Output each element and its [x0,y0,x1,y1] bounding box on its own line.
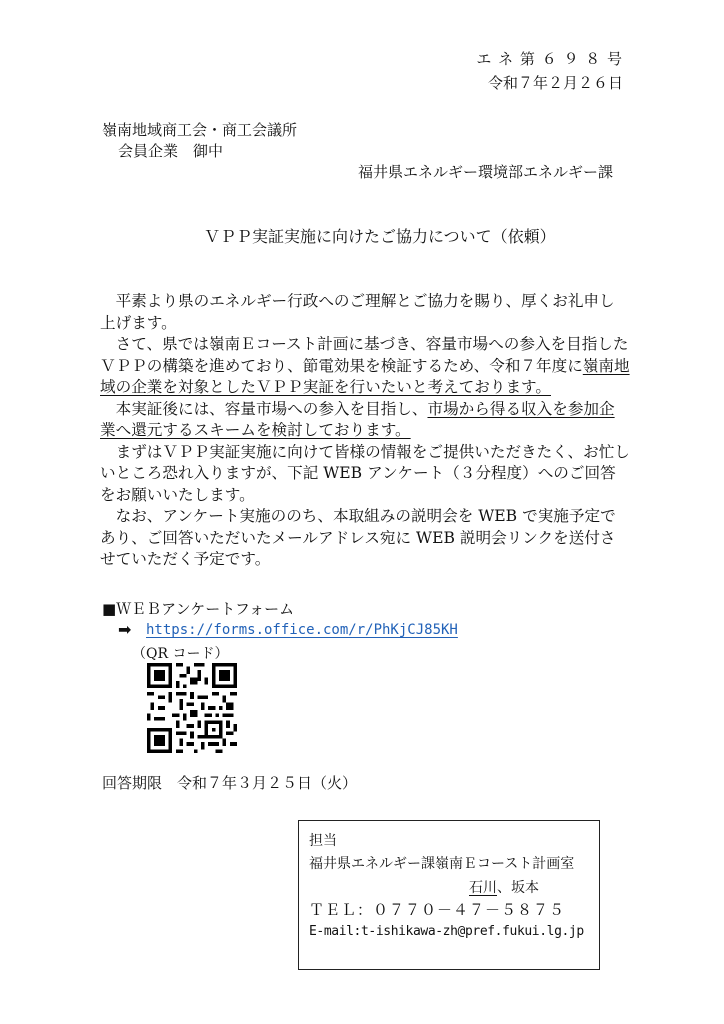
paragraph-scheme [100,399,630,442]
contact-box [298,820,600,970]
document-date: 令和７年２月２６日 [487,74,623,92]
contact-phone: ＴＥＬ：０７７０－４７－５８７５ [309,901,566,919]
body-text [100,291,630,571]
recipient-members: 会員企業 御中 [118,142,224,160]
qr-code-label: （QR コード） [132,646,229,662]
response-deadline: 回答期限 令和７年３月２５日（火） [102,774,358,792]
contact-person-primary: 石川 [469,880,497,896]
reference-number: エ ネ 第 ６ ９ ８ 号 [476,50,623,68]
paragraph-scheme-underlined: 市場から得る収入を参加企業へ還元するスキームを検討しております。 [100,399,615,439]
survey-heading: ■ＷＥＢアンケートフォーム [102,600,295,618]
paragraph-purpose-text: さて、県では嶺南Ｅコースト計画に基づき、容量市場への参入を目指したＶＰＰの構築を進めており、節電効果を検証するため、令和７年度に [100,335,629,375]
document-title: ＶＰＰ実証実施に向けたご協力について（依頼） [204,227,556,246]
paragraph-purpose [100,334,630,399]
survey-link[interactable]: https://forms.office.com/r/PhKjCJ85KH [146,622,458,638]
paragraph-scheme-text: 本実証後には、容量市場への参入を目指し、 [115,399,428,418]
paragraph-purpose-underlined: 嶺南地域の企業を対象としたＶＰＰ実証を行いたいと考えております。 [100,356,630,396]
contact-person-secondary: 、坂本 [497,880,539,896]
recipient-organization: 嶺南地域商工会・商工会議所 [102,121,298,139]
arrow-right-icon: ➡ [118,620,132,639]
sender-department: 福井県エネルギー環境部エネルギー課 [358,163,614,181]
paragraph-briefing: なお、アンケート実施ののち、本取組みの説明会を WEB で実施予定であり、ご回答いただいたメールアドレス宛に WEB 説明会リンクを送付させていただく予定です。 [100,507,616,568]
contact-persons [469,877,539,897]
qr-code-image [147,663,237,753]
contact-label: 担当 [309,833,337,849]
contact-email: E-mail:t-ishikawa-zh@pref.fukui.lg.jp [309,924,584,939]
paragraph-request: まずはＶＰＰ実証実施に向けて皆様の情報をご提供いただきたく、お忙しいところ恐れ入りますが、下記 WEB アンケート（３分程度）へのご回答をお願いいたします。 [100,442,630,504]
paragraph-greeting: 平素より県のエネルギー行政へのご理解とご協力を賜り、厚くお礼申し上げます。 [100,292,615,332]
contact-office: 福井県エネルギー課嶺南Ｅコースト計画室 [309,856,575,872]
